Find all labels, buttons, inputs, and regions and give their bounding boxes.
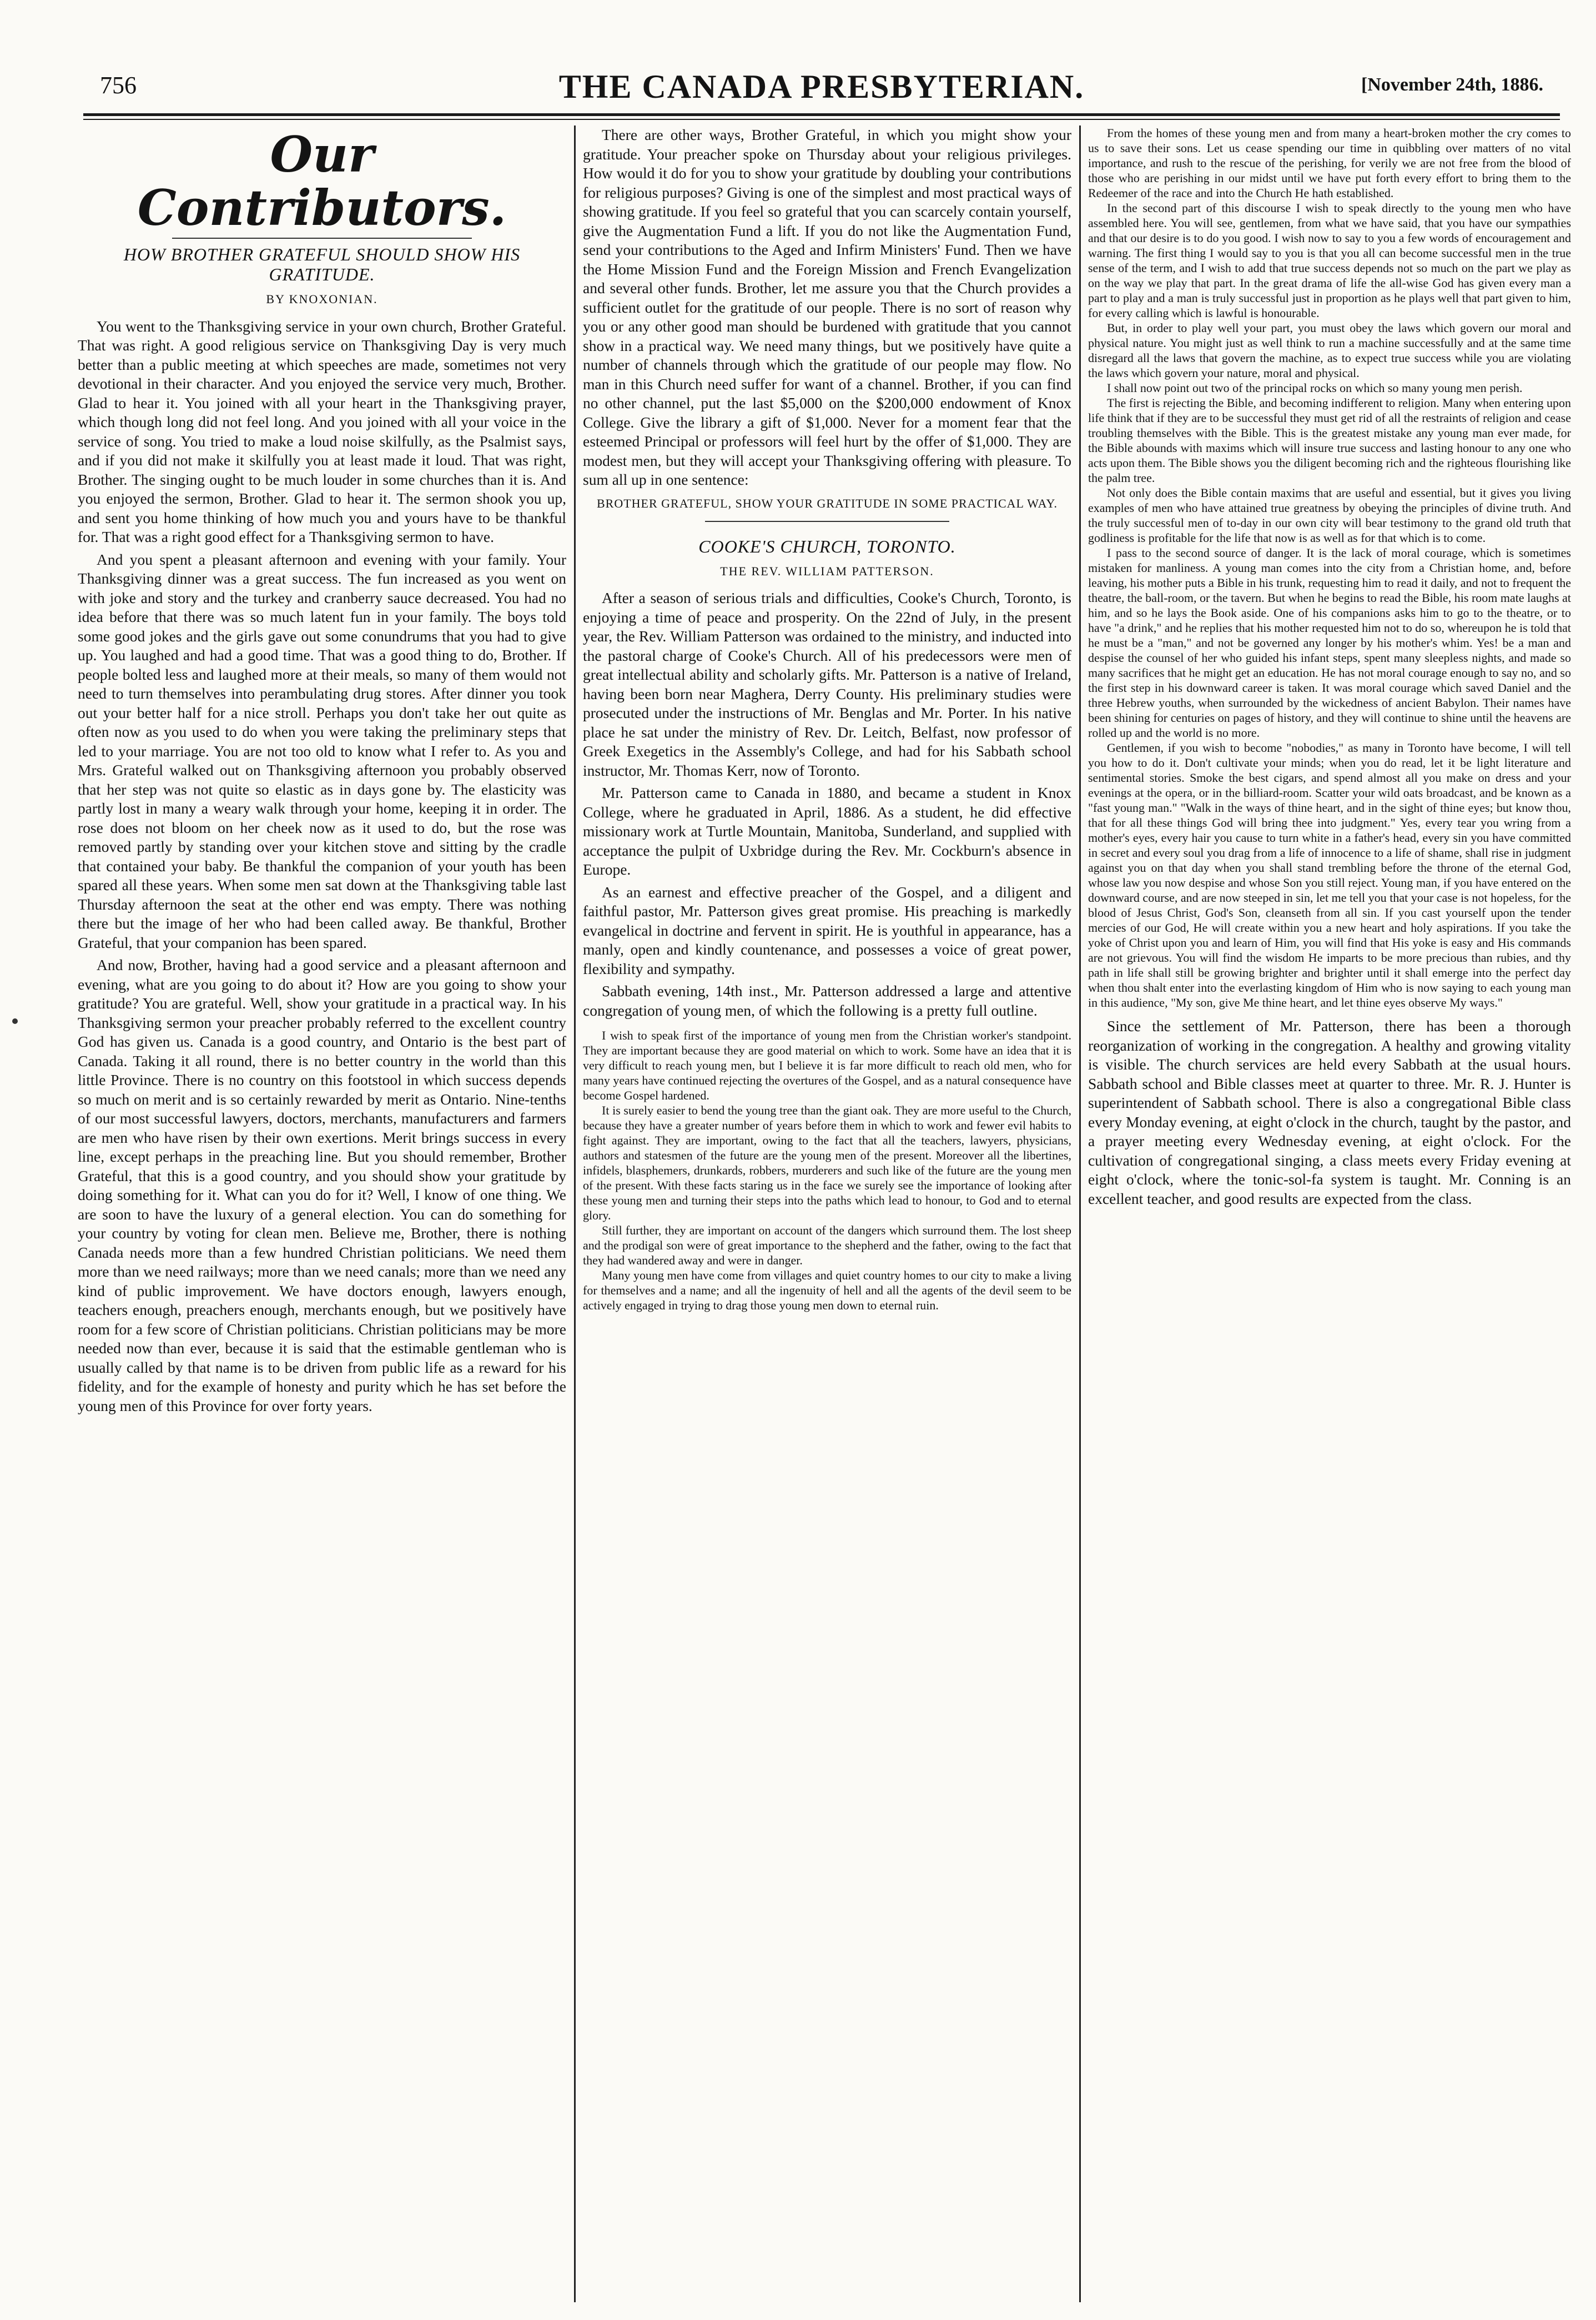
- sermon-paragraph: Gentlemen, if you wish to become "nobodies," as many in Toronto have become, I will tell you how to do it. Don't cultivate your minds; when you do read, let it be light literature and sentimental stories. Smoke the best cigars, and spend almost all you make on dress and your evenings at the opera, or in the billiard-room. Scatter your wild oats broadcast, and be known as a "fast young man." "Walk in the ways of thine heart, and in the sight of thine eyes; but know thou, that for all these things God will bring thee into judgment." Yes, every tear you wring from a mother's eyes, every hair you cause to turn white in a father's head, every sin you have committed in secret and every soul you drag from a life of innocence to a life of shame, shall rise in judgment against you on that day when you shall stand trembling before the throne of the eternal God, whose law you now despise and whose Son you still reject. Young man, if you have entered on the downward course, and are now steeped in sin, let me tell you that your case is not hopeless, for the blood of Jesus Christ, God's Son, cleanseth from all sin. If you cast yourself upon the tender mercies of our God, He will create within you a new heart and holy aspirations. If you take the yoke of Christ upon you and learn of Him, you will find that His yoke is easy and His commands are not grievous. You will find the wisdom He imparts to be more precious than rubies, and thy path in life shall still be growing brighter and brighter until it shall emerge into the perfect day when thou shalt enter into the everlasting kingdom of Him who is now saying to each young man in this audience, "My son, give Me thine heart, and let thine eyes observe My ways.": [1088, 741, 1571, 1010]
- margin-mark: [12, 1018, 18, 1024]
- sermon-paragraph: I pass to the second source of danger. It is the lack of moral courage, which is sometimes mistaken for manliness. A young man comes into the city from a Christian home, and, before leaving, his mother puts a Bible in his trunk, requesting him to read it daily, and not to frequent the theatre, the ball-room, or the tavern. But when he begins to read the Bible, his room mate laughs at him, and so he lays the Book aside. One of his companions asks him to go to the theatre, or to have "a drink," and he replies that his mother requested him not to do so, whereupon he is told that he must be a "man," and not be governed any longer by his mother's whim. Yes! be a man and despise the counsel of her who guided his infant steps, spent many sleepless nights, and made so many sacrifices that he might get an education. He has not moral courage enough to say no, and so the first step in his downward career is taken. It was moral courage which saved Daniel and the three Hebrew youths, when surrounded by the wickedness of ancient Babylon. Their names have been shining for centuries on pages of history, and they will continue to shine until the heavens are rolled up and the world is no more.: [1088, 546, 1571, 740]
- article-paragraph: And now, Brother, having had a good service and a pleasant afternoon and evening, what are you going to do about it? How are you going to show your gratitude? You are grateful. Well, show your gratitude in a practical way. In his Thanksgiving sermon your preacher probably referred to the excellent country God has given us. Canada is a good country, and Ontario is the best part of Canada. Taking it all round, there is no better country in the world than this little Province. There is no country on this footstool in which success depends so much on merit and is so certainly rewarded by merit as Ontario. Nine-tenths of our most successful lawyers, doctors, merchants, manufacturers and farmers are men who have risen by their own exertions. Merit brings success in every line, except perhaps in the preaching line. But you should remember, Brother Grateful, that this is a good country, and you should show your gratitude by doing something for it. What can you do for it? Well, I know of one thing. We are soon to have the luxury of a general election. You can do something for your country by voting for clean men. Believe me, Brother, there is nothing Canada needs more than a few hundred Christian politicians. We need them more than we need railways; more than we need canals; more than we need any kind of public improvement. We have doctors enough, lawyers enough, teachers enough, preachers enough, merchants enough, but we positively have room for a few score of Christian politicians. Christian politicians may be more needed now than ever, because it is said that the estimable gentleman who is usually called by that name is to be driven from public life as a reward for his fidelity, and for the example of honesty and purity which he has set before the young men of this Province for over forty years.: [78, 956, 566, 1414]
- column-3: [1088, 125, 1571, 2303]
- article-paragraph: Mr. Patterson came to Canada in 1880, and became a student in Knox College, where he graduated in April, 1886. As a student, he did effective missionary work at Turtle Mountain, Manitoba, Sunderland, and supplied with acceptance the pulpit of Uxbridge during the Rev. Mr. Cockburn's absence in Europe.: [583, 784, 1071, 878]
- article-paragraph: There are other ways, Brother Grateful, in which you might show your gratitude. Your preacher spoke on Thursday about your religious privileges. How would it do for you to show your gratitude by doubling your contributions for religious purposes? Giving is one of the simplest and most practical ways of showing gratitude. If you feel so grateful that you can scarcely contain yourself, give the Augmentation Fund a lift. If you do not like the Augmentation Fund, send your contributions to the Aged and Infirm Ministers' Fund. Then we have the Home Mission Fund and the Foreign Mission and French Evangelization and several other funds. Brother, let me assure you that the Church provides a sufficient outlet for the gratitude of our people. There is no sort of reason why you or any other good man should be burdened with gratitude that you cannot show in a practical way. We need many things, but we positively have quite a number of channels through which the gratitude of our people may flow. No man in this Church need suffer for want of a channel. Brother, if you can find no other channel, put the last $5,000 on the $200,000 endowment of Knox College. Give the library a gift of $1,000. Never for a moment fear that the esteemed Principal or professors will feel hurt by the offer of $1,000. They are modest men, but they will accept your Thanksgiving offering with pleasure. To sum all up in one sentence:: [583, 126, 1071, 488]
- column-divider: [574, 125, 576, 2302]
- header-rule: [83, 113, 1560, 116]
- article-title: COOKE'S CHURCH, TORONTO.: [698, 536, 956, 556]
- department-heading: Our Contributors.: [137, 125, 507, 237]
- column-1: [78, 125, 566, 2303]
- sermon-paragraph: Not only does the Bible contain maxims that are useful and essential, but it gives you living examples of men who have attained true greatness by obeying the principles of divine truth. And the truly successful men of to-day in our own city will bear testimony to the grand old truth that godliness is profitable for the life that now is as well as for that which is to come.: [1088, 486, 1571, 545]
- article-title: HOW BROTHER GRATEFUL SHOULD SHOW HIS GRATITUDE.: [123, 244, 521, 284]
- article-paragraph: And you spent a pleasant afternoon and evening with your family. Your Thanksgiving dinner was a great success. The fun increased as you went on with joke and story and the turkey and cranberry sauce decreased. You had no idea before that there was so much latent fun in your family. The boys told some good jokes and the girls gave out some conundrums that you had to give up. You laughed and had a good time. That was a good thing to do, Brother. If people bolted less and laughed more at their meals, so many of them would not need to turn themselves into perambulating drug stores. After dinner you took out your better half for a nice stroll. Perhaps you don't take her out quite as often now as you used to do when you were taking the preliminary steps that led to your marriage. You are not too old to know what I refer to. As you and Mrs. Grateful walked out on Thanksgiving afternoon you probably observed that her step was not quite so elastic as in days gone by. The elasticity was partly lost in many a weary walk through your home, keeping it in order. The rose does not bloom on her cheek now as it used to do, but the rose was removed partly by standing over your kitchen stove and sitting by the cradle that contained your baby. Be thankful the companion of your youth has been spared all these years. When some men sat down at the Thanksgiving table last Thursday afternoon the seat at the other end was empty. There was nothing there but the image of her who had been called away. Be thankful, Brother Grateful, that your companion has been spared.: [78, 550, 566, 951]
- article-paragraph: After a season of serious trials and difficulties, Cooke's Church, Toronto, is enjoying a time of peace and prosperity. On the 22nd of July, in the present year, the Rev. William Patterson was ordained to the ministry, and inducted into the pastoral charge of Cooke's Church. All of his predecessors were men of great intellectual ability and scholarly gifts. Mr. Patterson is a native of Ireland, having been born near Maghera, Derry County. His preliminary studies were prosecuted under the instructions of Mr. Benglas and Mr. Porter. In his native place he sat under the ministry of Rev. Dr. Leitch, Belfast, now professor of Greek Exegetics in the Assembly's College, and had for his Sabbath school instructor, Mr. Thomas Kerr, now of Toronto.: [583, 589, 1071, 779]
- sermon-paragraph: I wish to speak first of the importance of young men from the Christian worker's standpoint. They are important because they are good material on which to work. Some have an idea that it is very difficult to reach young men, but I believe it is far more difficult to reach old men, who for many years have continued rejecting the overtures of the Gospel, and as a natural consequence have become Gospel hardened.: [583, 1028, 1071, 1102]
- issue-date: [November 24th, 1886.: [1361, 74, 1543, 95]
- page-number: 756: [100, 72, 137, 99]
- article-paragraph: Since the settlement of Mr. Patterson, there has been a thorough reorganization of working in the congregation. A healthy and growing vitality is visible. The church services are held every Sabbath at the usual hours. Sabbath school and Bible classes meet at quarter to three. Mr. R. J. Hunter is superintendent of Sabbath school. There is also a congregational Bible class every Monday evening, at eight o'clock in the church, taught by the pastor, and a prayer meeting every Wednesday evening, at eight o'clock. For the cultivation of congregational singing, a class meets every Friday evening at eight o'clock, where the tonic-sol-fa system is taught. Mr. Conning is an excellent teacher, and good results are expected from the class.: [1088, 1017, 1571, 1207]
- sermon-paragraph: I shall now point out two of the principal rocks on which so many young men perish.: [1107, 381, 1523, 395]
- article-paragraph: Sabbath evening, 14th inst., Mr. Patterson addressed a large and attentive congregation of young men, of which the following is a pretty full outline.: [583, 982, 1071, 1019]
- column-divider: [1079, 125, 1081, 2302]
- sermon-paragraph: Still further, they are important on account of the dangers which surround them. The lost sheep and the prodigal son were of great importance to the shepherd and the father, owing to the fact that they had wandered away and were in danger.: [583, 1223, 1071, 1267]
- column-2: [583, 125, 1071, 2303]
- article-paragraph: As an earnest and effective preacher of the Gospel, and a diligent and faithful pastor, Mr. Patterson gives great promise. His preaching is markedly evangelical in doctrine and fervent in spirit. He is youthful in appearance, has a manly, open and kindly countenance, and possesses a voice of great power, flexibility and sympathy.: [583, 883, 1071, 977]
- divider: [172, 238, 472, 239]
- sermon-paragraph: But, in order to play well your part, you must obey the laws which govern our moral and physical nature. You might just as well think to run a machine successfully and at the same time disregard all the laws that govern the machine, as to expect true success while you are violating the laws which govern your nature, moral and physical.: [1088, 321, 1571, 380]
- sermon-paragraph: The first is rejecting the Bible, and becoming indifferent to religion. Many when entering upon life think that if they are to be successful they must get rid of all the restraints of religion and cease troubling themselves with the Bible. This is the greatest mistake any young man ever made, for the Bible abounds with maxims which will insure true success and lasting honour to any one who acts upon them. The Bible shows you the diligent becoming rich and the righteous flourishing like the palm tree.: [1088, 396, 1571, 485]
- article-byline: THE REV. WILLIAM PATTERSON.: [720, 564, 934, 578]
- header-rule-thin: [83, 119, 1560, 120]
- closing-line: BROTHER GRATEFUL, SHOW YOUR GRATITUDE IN SOME PRACTICAL WAY.: [596, 496, 1058, 510]
- sermon-paragraph: From the homes of these young men and from many a heart-broken mother the cry comes to us to save their sons. Let us cease spending our time in quibbling over matters of no vital importance, and rush to the rescue of the perishing, for verily we are not free from the blood of those who are perishing in our midst until we have put forth every effort to bring them to the Redeemer of the race and into the Church He hath established.: [1088, 126, 1571, 200]
- newspaper-title: THE CANADA PRESBYTERIAN.: [558, 68, 1085, 105]
- sermon-paragraph: It is surely easier to bend the young tree than the giant oak. They are more useful to the Church, because they have a greater number of years before them in which to work and fewer evil habits to fight against. They are important, owing to the fact that all the teachers, lawyers, physicians, authors and statesmen of the future are the young men of the present. Moreover all the libertines, infidels, blasphemers, drunkards, robbers, murderers and such like of the future are the young men of the present. With these facts staring us in the face we surely see the importance of looking after these young men and turning their steps into the paths which lead to honour, to God and to eternal glory.: [583, 1103, 1071, 1222]
- sermon-paragraph: Many young men have come from villages and quiet country homes to our city to make a living for themselves and a name; and all the ingenuity of hell and all the agents of the devil seem to be actively engaged in trying to drag those young men down to eternal ruin.: [583, 1268, 1071, 1312]
- sermon-paragraph: In the second part of this discourse I wish to speak directly to the young men who have assembled here. You will see, gentlemen, from what we have said, that you have our sympathies and that our desire is to do you good. I wish now to say to you a few words of encouragement and warning. The first thing I would say to you is that you all can become successful men in the true sense of the term, and I wish to add that true success depends not so much on the part we play as on the way we play that part. In the great drama of life the all-wise God has given every man a part to play and a man is truly successful just in proportion as he plays well that part given to him, for every calling which is lawful is honourable.: [1088, 201, 1571, 320]
- article-paragraph: You went to the Thanksgiving service in your own church, Brother Grateful. That was right. A good religious service on Thanksgiving Day is very much better than a public meeting at which speeches are made, sometimes not very devotional in their character. And you enjoyed the service very much, Brother. Glad to hear it. You joined with all your heart in the Thanksgiving prayer, which though long did not feel long. And you joined with all your voice in the service of song. You tried to make a loud noise skilfully, as the Psalmist says, and if you did not make it skilfully you at least made it loud. That was right, Brother. The singing ought to be much louder in some churches than it is. And you enjoyed the sermon, Brother. Glad to hear it. The sermon shook you up, and sent you home thinking of how much you and yours have to be thankful for. That was a right good effect for a Thanksgiving sermon to have.: [78, 317, 566, 545]
- article-byline: BY KNOXONIAN.: [266, 292, 378, 306]
- divider: [705, 521, 949, 522]
- masthead: [100, 68, 1543, 107]
